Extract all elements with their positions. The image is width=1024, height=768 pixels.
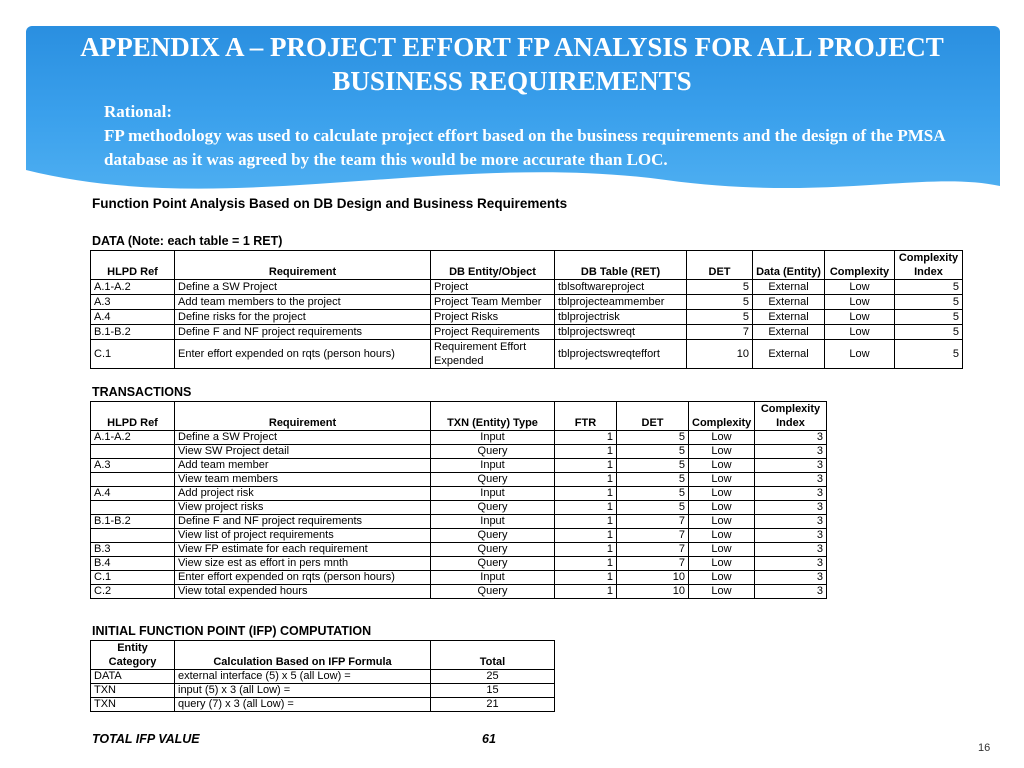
table-cell: 5 — [895, 310, 963, 325]
table-cell: Input — [431, 431, 555, 445]
table-cell: View list of project requirements — [175, 529, 431, 543]
table-cell: Low — [689, 529, 755, 543]
table-cell: Input — [431, 459, 555, 473]
table-cell: Enter effort expended on rqts (person hours) — [175, 571, 431, 585]
table-cell: 3 — [755, 431, 827, 445]
table-cell: Low — [689, 431, 755, 445]
table-cell: Query — [431, 557, 555, 571]
table-cell: 3 — [755, 515, 827, 529]
column-header: HLPD Ref — [91, 251, 175, 280]
fp-analysis-sheet — [84, 192, 968, 752]
table-row — [91, 501, 827, 515]
table-row — [91, 325, 963, 340]
table-row — [91, 459, 827, 473]
table-row — [91, 698, 555, 712]
table-cell: 7 — [617, 529, 689, 543]
table-row — [91, 571, 827, 585]
table-cell — [91, 445, 175, 459]
table-cell: Input — [431, 515, 555, 529]
table-cell: View FP estimate for each requirement — [175, 543, 431, 557]
column-header: Calculation Based on IFP Formula — [175, 641, 431, 670]
column-header: Complexity Index — [755, 402, 827, 431]
table-cell: 5 — [895, 340, 963, 369]
column-header: Requirement — [175, 251, 431, 280]
table-cell: TXN — [91, 698, 175, 712]
rationale-block — [104, 100, 964, 172]
table-cell: 1 — [555, 585, 617, 599]
column-header: DB Table (RET) — [555, 251, 687, 280]
column-header: DB Entity/Object — [431, 251, 555, 280]
table-cell: Low — [689, 571, 755, 585]
table-cell: Input — [431, 487, 555, 501]
table-cell: 3 — [755, 459, 827, 473]
table-cell: tblprojecteammember — [555, 295, 687, 310]
table-cell: Query — [431, 585, 555, 599]
table-cell: 5 — [687, 280, 753, 295]
table-cell: Low — [689, 487, 755, 501]
table-cell: Query — [431, 473, 555, 487]
table-cell: A.1-A.2 — [91, 280, 175, 295]
table-cell: C.1 — [91, 340, 175, 369]
column-header: HLPD Ref — [91, 402, 175, 431]
sheet-title: Function Point Analysis Based on DB Design and Business Requirements — [92, 196, 568, 211]
table-cell: B.4 — [91, 557, 175, 571]
table-cell: Define a SW Project — [175, 431, 431, 445]
table-cell: 3 — [755, 543, 827, 557]
table-cell: Low — [825, 280, 895, 295]
table-row — [91, 670, 555, 684]
table-cell: 5 — [617, 501, 689, 515]
table-cell — [91, 529, 175, 543]
rationale-text: FP methodology was used to calculate project effort based on the business requirements and the design of the PMSA database as it was agreed by the team this would be more accurate than LOC. — [104, 126, 945, 169]
table-cell: tblprojectswreqt — [555, 325, 687, 340]
table-cell: Low — [689, 459, 755, 473]
table-cell: Enter effort expended on rqts (person hours) — [175, 340, 431, 369]
rationale-label: Rational: — [104, 102, 172, 121]
table-cell: 5 — [895, 280, 963, 295]
table-cell: C.1 — [91, 571, 175, 585]
table-cell: 5 — [617, 487, 689, 501]
table-cell: Define a SW Project — [175, 280, 431, 295]
slide-title: APPENDIX A – PROJECT EFFORT FP ANALYSIS FOR ALL PROJECT BUSINESS REQUIREMENTS — [80, 32, 944, 96]
table-cell: 5 — [895, 295, 963, 310]
column-header: Data (Entity) — [753, 251, 825, 280]
table-row — [91, 431, 827, 445]
table-cell: Requirement Effort Expended — [431, 340, 555, 369]
table-cell: Add team members to the project — [175, 295, 431, 310]
table-cell: View project risks — [175, 501, 431, 515]
table-cell: Low — [689, 473, 755, 487]
table-cell: 10 — [617, 571, 689, 585]
table-cell: TXN — [91, 684, 175, 698]
table-row — [91, 557, 827, 571]
table-cell: 3 — [755, 585, 827, 599]
column-header: DET — [617, 402, 689, 431]
table-cell: View SW Project detail — [175, 445, 431, 459]
table-cell: Define risks for the project — [175, 310, 431, 325]
page-number: 16 — [978, 742, 991, 754]
table-cell: DATA — [91, 670, 175, 684]
table-cell: 3 — [755, 501, 827, 515]
total-ifp-label: TOTAL IFP VALUE — [92, 732, 200, 746]
data-table — [90, 250, 963, 369]
table-cell: Input — [431, 571, 555, 585]
table-cell: query (7) x 3 (all Low) = — [175, 698, 431, 712]
table-cell — [91, 501, 175, 515]
table-cell: 3 — [755, 487, 827, 501]
column-header: Total — [431, 641, 555, 670]
table-cell: 7 — [617, 557, 689, 571]
table-cell: A.4 — [91, 310, 175, 325]
table-cell: Project — [431, 280, 555, 295]
column-header: DET — [687, 251, 753, 280]
table-cell: 5 — [617, 445, 689, 459]
table-cell: External — [753, 295, 825, 310]
table-cell: Query — [431, 501, 555, 515]
table-cell: 3 — [755, 571, 827, 585]
table-row — [91, 684, 555, 698]
table-cell: External — [753, 340, 825, 369]
table-cell: Low — [689, 515, 755, 529]
table-cell: View size est as effort in pers mnth — [175, 557, 431, 571]
table-cell: External — [753, 280, 825, 295]
table-row — [91, 473, 827, 487]
table-row — [91, 310, 963, 325]
table-row — [91, 340, 963, 369]
table-cell: 10 — [617, 585, 689, 599]
table-row — [91, 295, 963, 310]
table-cell: tblprojectswreqteffort — [555, 340, 687, 369]
table-cell: View team members — [175, 473, 431, 487]
table-row — [91, 515, 827, 529]
table-row — [91, 280, 963, 295]
table-cell: 1 — [555, 529, 617, 543]
table-cell: Add project risk — [175, 487, 431, 501]
table-cell: Low — [689, 585, 755, 599]
table-cell: Define F and NF project requirements — [175, 515, 431, 529]
table-cell: 5 — [687, 310, 753, 325]
table-cell: Low — [825, 340, 895, 369]
table-cell: Low — [689, 543, 755, 557]
table-row — [91, 585, 827, 599]
table-cell: External — [753, 310, 825, 325]
table-cell: 3 — [755, 529, 827, 543]
table-cell: 1 — [555, 543, 617, 557]
table-cell: Low — [689, 445, 755, 459]
table-cell: Define F and NF project requirements — [175, 325, 431, 340]
table-cell: 5 — [617, 473, 689, 487]
table-cell: 1 — [555, 431, 617, 445]
table-cell: 5 — [617, 431, 689, 445]
table-cell: 1 — [555, 445, 617, 459]
table-cell: Query — [431, 543, 555, 557]
table-cell: Low — [825, 310, 895, 325]
table-cell: external interface (5) x 5 (all Low) = — [175, 670, 431, 684]
column-header: FTR — [555, 402, 617, 431]
table-cell: Project Risks — [431, 310, 555, 325]
table-cell: tblsoftwareproject — [555, 280, 687, 295]
table-row — [91, 529, 827, 543]
column-header: Complexity — [689, 402, 755, 431]
table-cell: 7 — [617, 543, 689, 557]
table-cell: A.1-A.2 — [91, 431, 175, 445]
transactions-table — [90, 401, 827, 599]
table-cell: B.3 — [91, 543, 175, 557]
table-cell: tblprojectrisk — [555, 310, 687, 325]
table-cell: Low — [689, 501, 755, 515]
table-cell: Query — [431, 445, 555, 459]
table-cell: 15 — [431, 684, 555, 698]
table-cell: 1 — [555, 459, 617, 473]
table-cell: B.1-B.2 — [91, 325, 175, 340]
transactions-section-label: TRANSACTIONS — [92, 385, 192, 399]
table-cell: 1 — [555, 473, 617, 487]
table-cell: 5 — [895, 325, 963, 340]
column-header: TXN (Entity) Type — [431, 402, 555, 431]
table-row — [91, 487, 827, 501]
total-ifp-value: 61 — [482, 732, 496, 746]
table-cell: 3 — [755, 557, 827, 571]
table-cell: 7 — [617, 515, 689, 529]
ifp-table — [90, 640, 555, 712]
ifp-section-label: INITIAL FUNCTION POINT (IFP) COMPUTATION — [92, 624, 372, 638]
table-cell: 21 — [431, 698, 555, 712]
table-cell: 1 — [555, 487, 617, 501]
table-cell: 3 — [755, 473, 827, 487]
table-cell: B.1-B.2 — [91, 515, 175, 529]
table-cell: Add team member — [175, 459, 431, 473]
table-cell: 1 — [555, 515, 617, 529]
table-cell: 5 — [617, 459, 689, 473]
table-cell: Low — [825, 295, 895, 310]
column-header: Complexity Index — [895, 251, 963, 280]
column-header: Complexity — [825, 251, 895, 280]
total-ifp-line — [92, 732, 512, 746]
table-cell: A.3 — [91, 295, 175, 310]
table-cell — [91, 473, 175, 487]
table-cell: Project Requirements — [431, 325, 555, 340]
table-cell: 1 — [555, 501, 617, 515]
table-cell: A.4 — [91, 487, 175, 501]
table-cell: View total expended hours — [175, 585, 431, 599]
table-cell: A.3 — [91, 459, 175, 473]
table-cell: 25 — [431, 670, 555, 684]
table-cell: 7 — [687, 325, 753, 340]
table-row — [91, 445, 827, 459]
data-section-label: DATA (Note: each table = 1 RET) — [92, 234, 283, 248]
table-cell: Low — [689, 557, 755, 571]
table-cell: Low — [825, 325, 895, 340]
table-cell: 1 — [555, 571, 617, 585]
table-cell: C.2 — [91, 585, 175, 599]
table-cell: Query — [431, 529, 555, 543]
table-row — [91, 543, 827, 557]
table-cell: input (5) x 3 (all Low) = — [175, 684, 431, 698]
table-cell: Project Team Member — [431, 295, 555, 310]
table-cell: 10 — [687, 340, 753, 369]
table-cell: 5 — [687, 295, 753, 310]
table-cell: 3 — [755, 445, 827, 459]
table-cell: External — [753, 325, 825, 340]
table-cell: 1 — [555, 557, 617, 571]
column-header: Entity Category — [91, 641, 175, 670]
column-header: Requirement — [175, 402, 431, 431]
